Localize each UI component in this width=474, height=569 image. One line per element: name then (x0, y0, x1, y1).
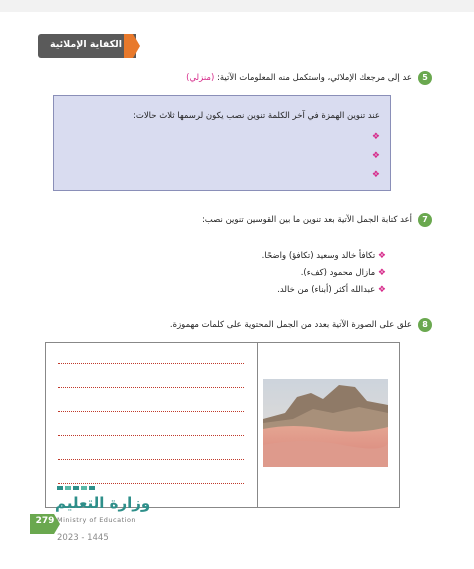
question-7-list (262, 251, 386, 295)
list-item (262, 268, 386, 278)
writing-line[interactable] (58, 459, 244, 460)
question-number-8: 8 (418, 318, 432, 332)
diamond-bullet-icon: ❖ (371, 151, 380, 161)
writing-line[interactable] (58, 363, 244, 364)
list-item (262, 285, 386, 295)
question-7-prompt: أعد كتابة الجمل الآتية بعد تنوين ما بين القوسين تنوين نصب: (201, 215, 412, 225)
page-number: 279 (35, 516, 55, 526)
diamond-bullet-icon: ❖ (377, 251, 386, 261)
diamond-bullet-icon: ❖ (377, 268, 386, 278)
desert-photo (263, 379, 388, 467)
writing-line[interactable] (58, 411, 244, 412)
diamond-bullet-icon: ❖ (377, 285, 386, 295)
arrow-right-icon (124, 34, 140, 58)
question-5-prompt (186, 73, 412, 83)
section-header-title: الكفاية الإملائية (49, 39, 122, 50)
page-top-edge (0, 0, 474, 12)
diamond-bullet-icon: ❖ (371, 132, 380, 142)
list-item-text: مازال محمود (كفء). (300, 268, 376, 278)
writing-line[interactable] (58, 435, 244, 436)
answer-box-title: عند تنوين الهمزة في آخر الكلمة تنوين نصب يكون لرسمها ثلاث حالات: (132, 111, 380, 121)
diamond-bullet-icon: ❖ (371, 170, 380, 180)
section-header-tab (38, 34, 136, 58)
answer-box (53, 95, 391, 191)
ministry-name: وزارة التعليم (55, 494, 151, 512)
list-item-text: تكافأ خالد وسعيد (تكافؤ) واضحًا. (261, 251, 376, 261)
question-5-tag: (منزلي) (186, 73, 215, 83)
frame-divider (257, 343, 258, 507)
question-8-prompt: علق على الصورة الآتية بعدد من الجمل المحتوية على كلمات مهموزة. (169, 320, 412, 330)
ministry-name-english: Ministry of Education (57, 516, 137, 524)
question-number-5: 5 (418, 71, 432, 85)
writing-line[interactable] (58, 387, 244, 388)
list-item-text: عبدالله أكثر (أبناء) من خالد. (277, 285, 376, 295)
edition-year: 2023 - 1445 (57, 533, 109, 543)
question-5-text: عد إلى مرجعك الإملائي، واستكمل منه المعلومات الآتية: (216, 73, 412, 83)
question-number-7: 7 (418, 213, 432, 227)
list-item (262, 251, 386, 261)
